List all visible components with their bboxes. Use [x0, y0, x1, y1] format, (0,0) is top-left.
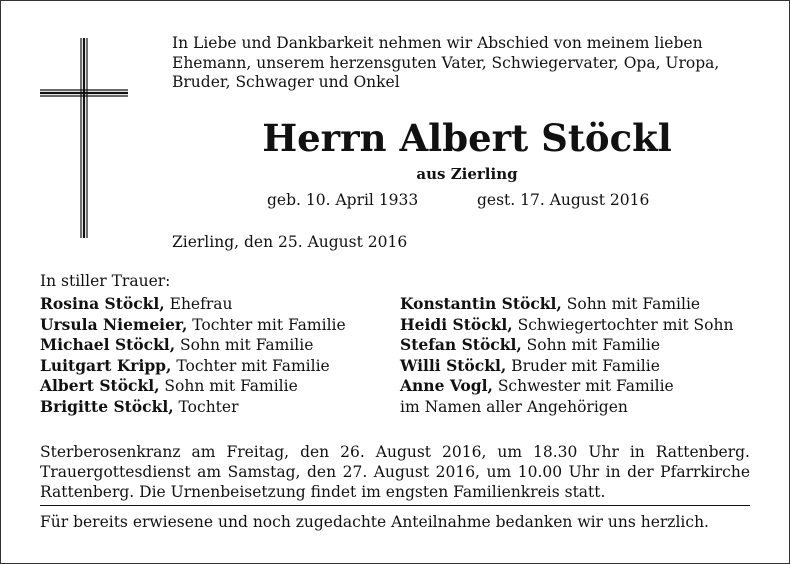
death-date: gest. 17. August 2016: [477, 191, 650, 209]
mourner-relation: Sohn mit Familie: [521, 336, 661, 354]
mourner-row: [400, 376, 760, 397]
intro-text: In Liebe und Dankbarkeit nehmen wir Abschied von meinem lieben Ehemann, unserem herzensguten Vater, Schwiegervater, Opa, Uropa, Bruder, Schwager und Onkel: [172, 34, 720, 91]
mourner-name: Brigitte Stöckl,: [40, 396, 174, 416]
mourner-relation: Schwester mit Familie: [492, 377, 674, 395]
mourners-right-column: [400, 294, 760, 417]
origin-line: aus Zierling: [416, 165, 518, 183]
mourner-name: Michael Stöckl,: [40, 335, 176, 354]
mourner-row: [400, 315, 760, 336]
mourner-relation: Tochter mit Familie: [187, 315, 346, 334]
divider: [40, 505, 750, 506]
mourner-row: [40, 397, 390, 418]
funeral-details: Sterberosenkranz am Freitag, den 26. August 2016, um 18.30 Uhr in Rattenberg. Trauergottesdienst am Samstag, den 27. August 2016, um 10.00 Uhr in der Pfarrkirche Rattenberg. Die Urnenbeisetzung findet im engsten Familienkreis statt.: [40, 443, 750, 501]
mourner-name: Luitgart Kripp,: [40, 355, 172, 375]
mourner-relation: Sohn mit Familie: [561, 295, 701, 313]
mourner-row: [400, 335, 760, 356]
mourner-name: Ursula Niemeier,: [40, 314, 188, 334]
mourner-row: [400, 294, 760, 315]
mourner-name: Stefan Stöckl,: [400, 335, 522, 354]
mourner-relation: Tochter: [173, 397, 239, 416]
mourner-row: [400, 397, 760, 418]
place-and-date: Zierling, den 25. August 2016: [172, 233, 408, 251]
mourners-left-column: [40, 294, 390, 417]
mourner-row: [40, 376, 390, 397]
mourner-row: [400, 356, 760, 377]
mourner-relation: Sohn mit Familie: [175, 336, 314, 354]
mourner-name: Heidi Stöckl,: [400, 314, 513, 334]
mourning-label: In stiller Trauer:: [40, 272, 171, 290]
mourner-row: [40, 294, 390, 315]
mourner-relation: Schwiegertochter mit Sohn: [512, 315, 734, 334]
mourner-name: Anne Vogl,: [400, 376, 493, 395]
thanks-text: Für bereits erwiesene und noch zugedachte Anteilnahme bedanken wir uns herzlich.: [40, 513, 709, 531]
mourner-row: [40, 315, 390, 336]
mourner-relation: Bruder mit Familie: [506, 356, 660, 375]
mourner-relation: Ehefrau: [164, 295, 233, 313]
mourner-relation: Sohn mit Familie: [159, 377, 298, 395]
cross-icon: [40, 38, 128, 238]
mourner-row: [40, 335, 390, 356]
mourner-name: Konstantin Stöckl,: [400, 294, 562, 313]
mourner-name: Rosina Stöckl,: [40, 294, 165, 313]
mourner-name: Albert Stöckl,: [40, 376, 160, 395]
mourner-relation: im Namen aller Angehörigen: [400, 397, 628, 416]
mourner-relation: Tochter mit Familie: [171, 356, 330, 375]
mourner-row: [40, 356, 390, 377]
birth-date: geb. 10. April 1933: [267, 191, 419, 209]
mourner-name: Willi Stöckl,: [400, 355, 507, 375]
deceased-name: Herrn Albert Stöckl: [262, 116, 672, 160]
